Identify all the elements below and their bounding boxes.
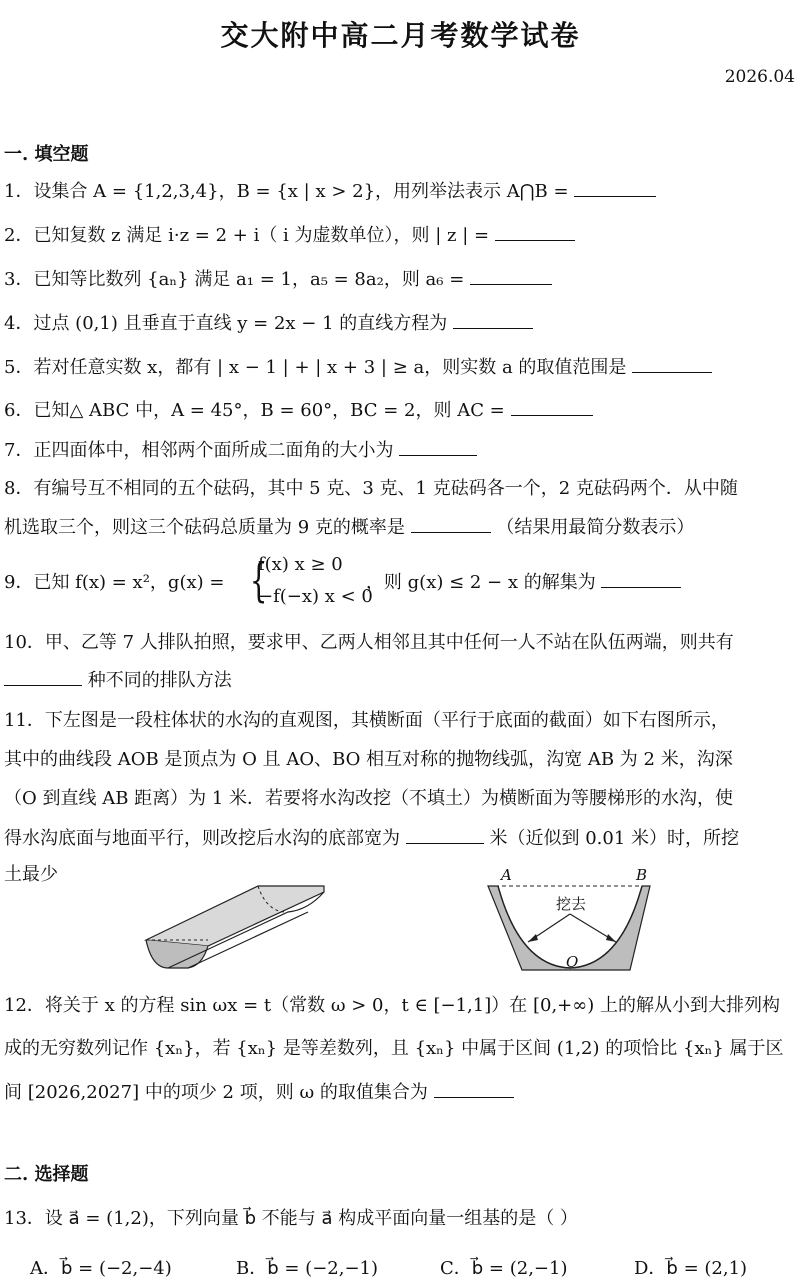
question-11-line-1: 11．下左图是一段柱体状的水沟的直观图，其横断面（平行于底面的截面）如下右图所示，	[4, 710, 729, 731]
answer-blank[interactable]	[495, 222, 575, 241]
figure-label-b: B	[636, 866, 648, 884]
question-8-line-2	[4, 514, 795, 541]
answer-blank[interactable]	[632, 354, 712, 373]
question-text: 1．设集合 A = {1,2,3,4}，B = {x | x > 2}，用列举法表示 A⋂B =	[4, 181, 569, 202]
figure-label-dig: 挖去	[556, 895, 587, 913]
question-11-line-5: 土最少	[4, 864, 58, 885]
choice-a[interactable]: A．b⃗ = (−2,−4)	[30, 1258, 172, 1279]
answer-blank[interactable]	[453, 310, 533, 329]
question-10-line-2	[4, 667, 795, 694]
question-4	[4, 310, 795, 337]
answer-blank[interactable]	[434, 1079, 514, 1098]
choice-c[interactable]: C．b⃗ = (2,−1)	[440, 1258, 568, 1279]
question-text: ，则 g(x) ≤ 2 − x 的解集为	[365, 572, 596, 593]
question-text: 间 [2026,2027] 中的项少 2 项，则 ω 的取值集合为	[4, 1082, 428, 1103]
section-heading-choice: 二. 选择题	[4, 1164, 89, 1185]
question-11-line-3: （O 到直线 AB 距离）为 1 米．若要将水沟改挖（不填土）为横断面为等腰梯形的水沟，使	[4, 788, 734, 809]
choice-d[interactable]: D．b⃗ = (2,1)	[634, 1258, 748, 1279]
answer-blank[interactable]	[411, 514, 491, 533]
answer-blank[interactable]	[470, 266, 552, 285]
piecewise-brace: {	[249, 553, 268, 607]
question-6	[4, 397, 795, 424]
question-text: 6．已知△ ABC 中，A = 45°，B = 60°，BC = 2，则 AC =	[4, 400, 505, 421]
piecewise-case-2: −f(−x) x < 0	[258, 586, 373, 607]
question-2	[4, 222, 795, 249]
question-9	[4, 569, 795, 596]
piecewise-case-1: f(x) x ≥ 0	[258, 554, 343, 575]
question-text: 种不同的排队方法	[87, 670, 232, 691]
answer-blank[interactable]	[406, 825, 484, 844]
question-note: （结果用最简分数表示）	[496, 517, 695, 538]
question-text: 4．过点 (0,1) 且垂直于直线 y = 2x − 1 的直线方程为	[4, 313, 448, 334]
choice-b[interactable]: B．b⃗ = (−2,−1)	[236, 1258, 379, 1279]
question-11-line-4	[4, 825, 795, 852]
figure-label-o: O	[566, 953, 579, 971]
question-12-line-1: 12．将关于 x 的方程 sin ωx = t（常数 ω > 0，t ∈ [−1,1]）在 [0,+∞) 上的解从小到大排列构	[4, 995, 780, 1016]
question-12-line-3	[4, 1079, 795, 1106]
question-text: 米（近似到 0.01 米）时，所挖	[489, 828, 739, 849]
question-12-line-2: 成的无穷数列记作 {xₙ}，若 {xₙ} 是等差数列，且 {xₙ} 中属于区间 (1,2) 的项恰比 {xₙ} 属于区	[4, 1038, 784, 1059]
page-title: 交大附中高二月考数学试卷	[220, 19, 581, 52]
question-7	[4, 437, 795, 464]
question-text: 2．已知复数 z 满足 i·z = 2 + i（ i 为虚数单位），则 | z | =	[4, 225, 490, 246]
answer-blank[interactable]	[574, 178, 656, 197]
question-text: 7．正四面体中，相邻两个面所成二面角的大小为	[4, 440, 394, 461]
section-heading-fill-in: 一. 填空题	[4, 144, 89, 165]
question-text: 机选取三个，则这三个砝码总质量为 9 克的概率是	[4, 517, 405, 538]
question-text: 得水沟底面与地面平行，则改挖后水沟的底部宽为	[4, 828, 400, 849]
question-text: 9．已知 f(x) = x²，g(x) =	[4, 572, 225, 593]
ditch-perspective-figure	[138, 880, 328, 980]
question-5	[4, 354, 795, 381]
question-1	[4, 178, 795, 205]
question-3	[4, 266, 795, 293]
figure-label-a: A	[501, 866, 512, 884]
question-text: 3．已知等比数列 {aₙ} 满足 a₁ = 1，a₅ = 8a₂，则 a₆ =	[4, 269, 465, 290]
exam-date: 2026.04	[724, 67, 795, 87]
question-8-line-1: 8．有编号互不相同的五个砝码，其中 5 克、3 克、1 克砝码各一个，2 克砝码两个．从中随	[4, 478, 738, 499]
answer-blank[interactable]	[601, 569, 681, 588]
answer-blank[interactable]	[4, 667, 82, 686]
question-11-line-2: 其中的曲线段 AOB 是顶点为 O 且 AO、BO 相互对称的抛物线弧，沟宽 AB 为 2 米，沟深	[4, 749, 733, 770]
question-13: 13．设 a⃗ = (1,2)，下列向量 b⃗ 不能与 a⃗ 构成平面向量一组基的是（ ）	[4, 1208, 578, 1229]
answer-blank[interactable]	[399, 437, 477, 456]
question-10-line-1: 10．甲、乙等 7 人排队拍照，要求甲、乙两人相邻且其中任何一人不站在队伍两端，则共有	[4, 632, 734, 653]
question-text: 5．若对任意实数 x，都有 | x − 1 | + | x + 3 | ≥ a，则实数 a 的取值范围是	[4, 357, 627, 378]
answer-blank[interactable]	[511, 397, 593, 416]
